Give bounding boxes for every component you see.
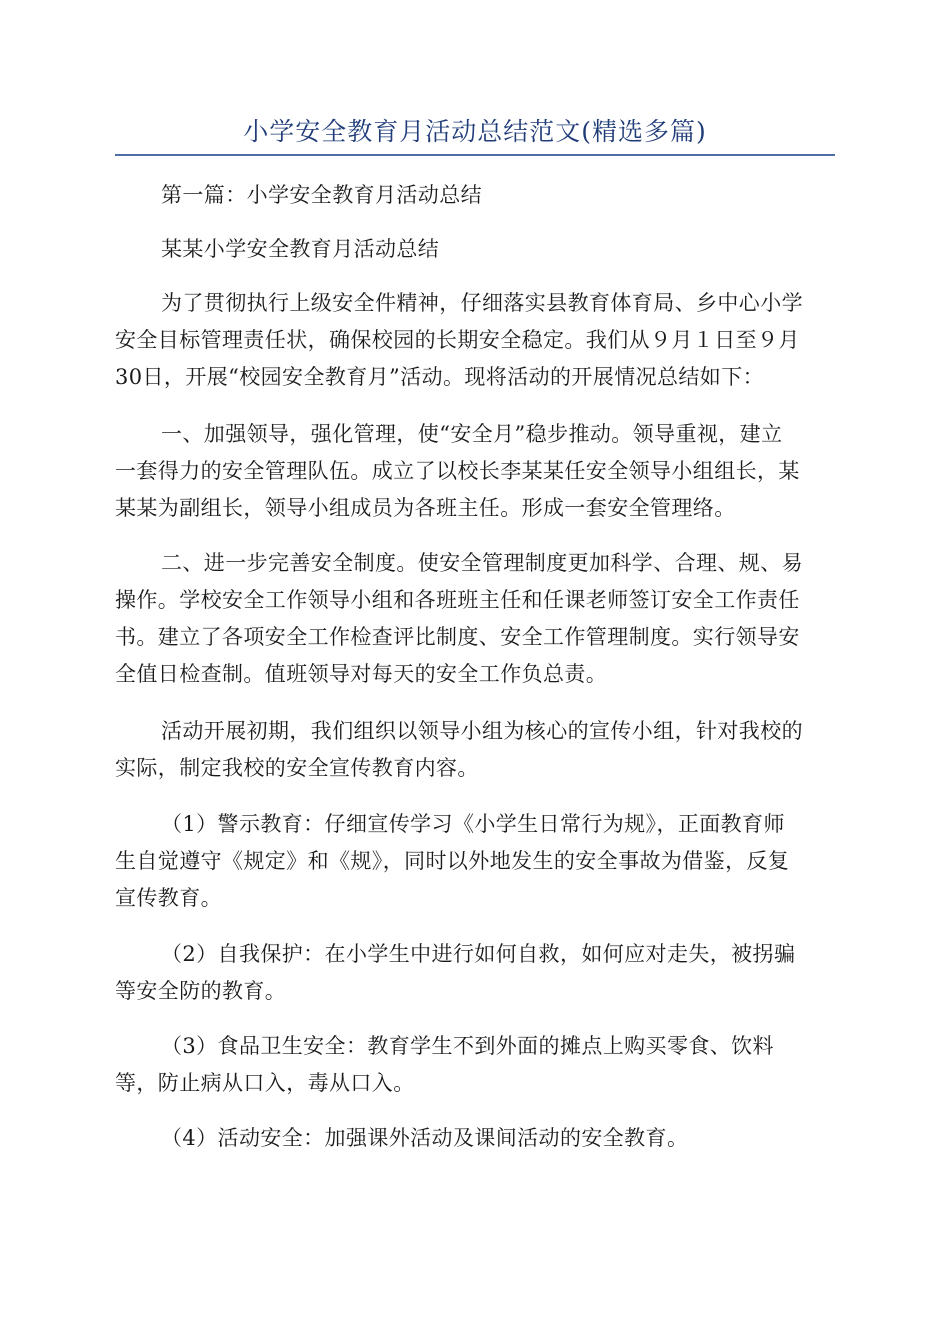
- paragraph-line: 全值日检查制。值班领导对每天的安全工作负总责。: [115, 662, 608, 686]
- paragraph-line: （4）活动安全：加强课外活动及课间活动的安全教育。: [161, 1126, 689, 1150]
- paragraph-4: [115, 416, 835, 527]
- paragraph-line: 一、加强领导，强化管理，使“安全月”稳步推动。领导重视，建立: [161, 422, 783, 446]
- paragraph-1: [115, 177, 835, 214]
- paragraph-line: 安全目标管理责任状，确保校园的长期安全稳定。我们从９月１日至９月: [115, 328, 800, 352]
- title-underline: [115, 154, 835, 156]
- paragraph-line: （2）自我保护：在小学生中进行如何自救，如何应对走失，被拐骗: [161, 942, 796, 966]
- paragraph-5: [115, 545, 835, 693]
- paragraph-line: 第一篇：小学安全教育月活动总结: [161, 183, 482, 207]
- paragraph-9: [115, 1028, 835, 1102]
- paragraph-line: 30日，开展“校园安全教育月”活动。现将活动的开展情况总结如下：: [115, 365, 764, 389]
- paragraph-line: 某某小学安全教育月活动总结: [161, 237, 440, 261]
- paragraph-line: 某某为副组长，领导小组成员为各班主任。形成一套安全管理络。: [115, 496, 736, 520]
- paragraph-line: 宣传教育。: [115, 886, 222, 910]
- paragraph-6: [115, 713, 835, 787]
- paragraph-line: 生自觉遵守《规定》和《规》，同时以外地发生的安全事故为借鉴，反复: [115, 849, 790, 873]
- paragraph-line: 为了贯彻执行上级安全件精神，仔细落实县教育体育局、乡中心小学: [161, 291, 803, 315]
- paragraph-line: 一套得力的安全管理队伍。成立了以校长李某某任安全领导小组组长，某: [115, 459, 800, 483]
- paragraph-3: [115, 285, 835, 396]
- paragraph-line: 实际，制定我校的安全宣传教育内容。: [115, 756, 479, 780]
- paragraph-2: [115, 231, 835, 268]
- paragraph-line: （1）警示教育：仔细宣传学习《小学生日常行为规》，正面教育师: [161, 812, 785, 836]
- paragraph-line: 活动开展初期，我们组织以领导小组为核心的宣传小组，针对我校的: [161, 719, 803, 743]
- paragraph-line: 二、进一步完善安全制度。使安全管理制度更加科学、合理、规、易: [161, 551, 803, 575]
- paragraph-line: 等，防止病从口入，毒从口入。: [115, 1071, 415, 1095]
- paragraph-line: 书。建立了各项安全工作检查评比制度、安全工作管理制度。实行领导安: [115, 625, 800, 649]
- paragraph-10: [115, 1120, 835, 1157]
- paragraph-line: 操作。学校安全工作领导小组和各班班主任和任课老师签订安全工作责任: [115, 588, 800, 612]
- paragraph-line: 等安全防的教育。: [115, 979, 287, 1003]
- paragraph-line: （3）食品卫生安全：教育学生不到外面的摊点上购买零食、饮料: [161, 1034, 774, 1058]
- paragraph-8: [115, 936, 835, 1010]
- paragraph-7: [115, 806, 835, 917]
- document-title: 小学安全教育月活动总结范文(精选多篇): [243, 117, 707, 146]
